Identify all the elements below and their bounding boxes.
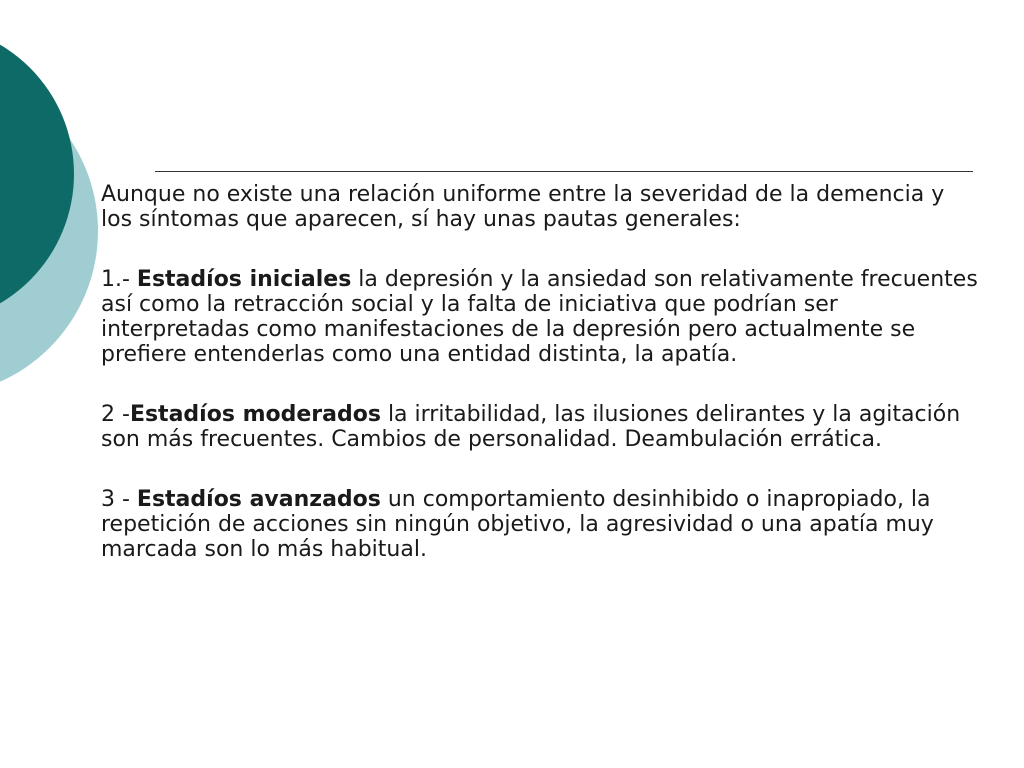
- stage-heading: Estadíos iniciales: [136, 267, 352, 292]
- stage-item-initial: [101, 267, 981, 367]
- stage-prefix: 1.-: [101, 267, 137, 292]
- stage-item-advanced: [101, 487, 981, 562]
- stage-text: la depresión y la ansiedad son relativamente frecuentes así como la retracción social y la falta de iniciativa que podrían ser interpretadas como manifestaciones de la depresión pero actualmente se prefiere entenderlas como una entidad distinta, la apatía.: [101, 267, 978, 367]
- slide-body: [101, 182, 981, 597]
- stage-text: un comportamiento desinhibido o inapropiado, la repetición de acciones sin ningún objetivo, la agresividad o una apatía muy marcada son lo más habitual.: [101, 487, 934, 562]
- stage-prefix: 3 -: [101, 487, 137, 512]
- stage-heading: Estadíos avanzados: [136, 487, 381, 512]
- stage-item-moderate: [101, 402, 981, 452]
- intro-paragraph: Aunque no existe una relación uniforme entre la severidad de la demencia y los síntomas que aparecen, sí hay unas pautas generales:: [101, 182, 945, 232]
- stage-heading: Estadíos moderados: [129, 402, 381, 427]
- stage-text: la irritabilidad, las ilusiones delirantes y la agitación son más frecuentes. Cambios de personalidad. Deambulación errática.: [101, 402, 961, 452]
- stage-prefix: 2 -: [101, 402, 130, 427]
- title-divider: [155, 171, 973, 172]
